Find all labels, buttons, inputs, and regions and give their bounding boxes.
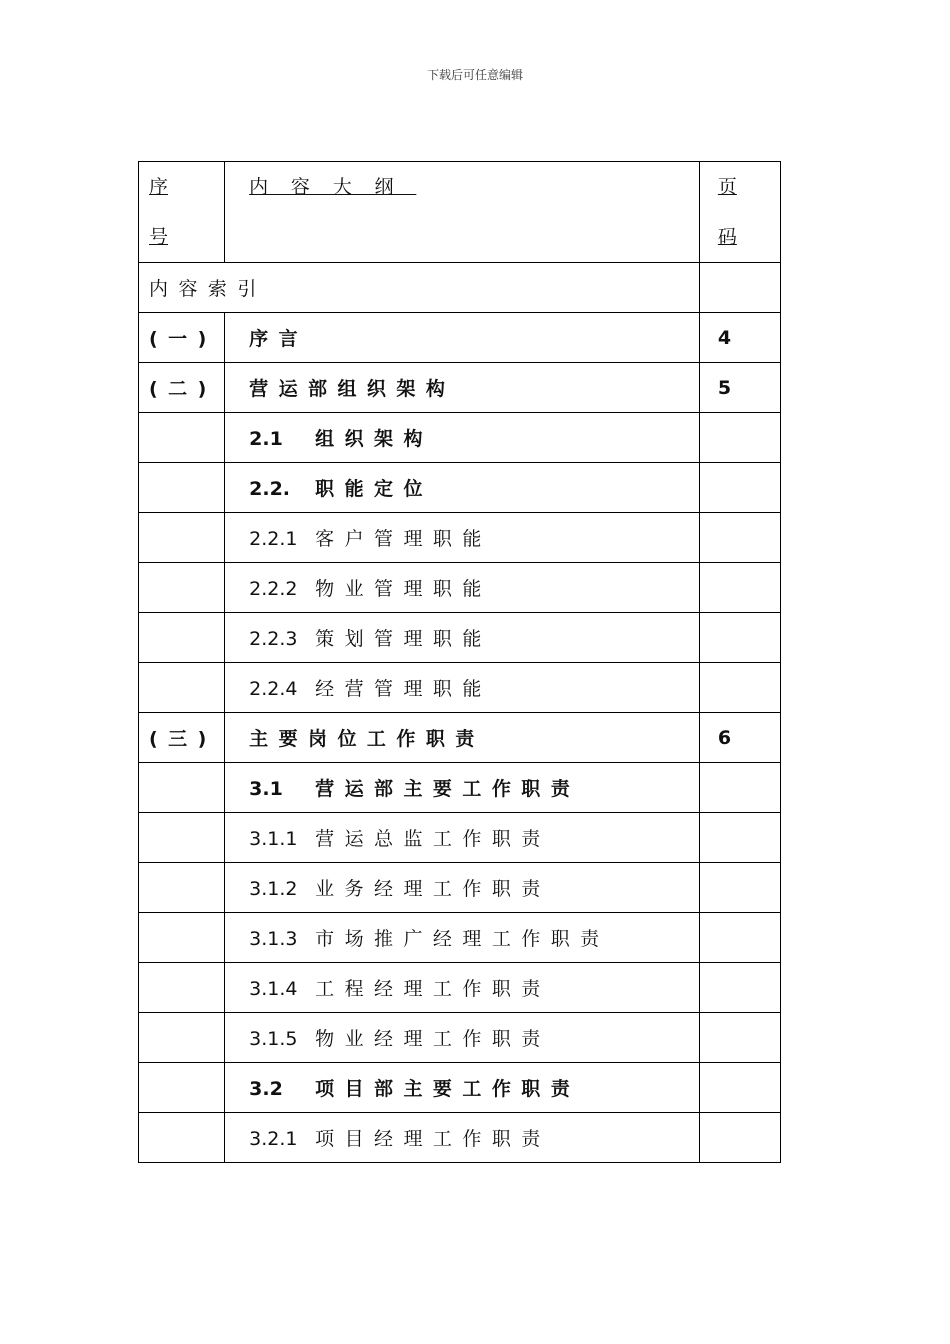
outline-text: 营运总监工作职责	[315, 828, 551, 850]
table-row	[139, 713, 781, 763]
outline-cell	[225, 463, 700, 513]
table-row	[139, 813, 781, 863]
seq-cell	[139, 613, 225, 663]
outline-cell	[225, 1013, 700, 1063]
outline-text: 主要岗位工作职责	[249, 728, 485, 750]
seq-header-line2: 号	[149, 226, 169, 248]
page-cell	[699, 663, 780, 713]
table-row	[139, 763, 781, 813]
outline-text: 市场推广经理工作职责	[315, 928, 610, 950]
page-header-cell	[699, 162, 780, 263]
outline-cell	[225, 763, 700, 813]
table-row	[139, 663, 781, 713]
seq-cell	[139, 513, 225, 563]
outline-text: 营运部组织架构	[249, 378, 456, 400]
section-number: 2.1	[249, 428, 283, 450]
seq-cell: 内容索引	[139, 263, 700, 313]
table-row	[139, 613, 781, 663]
section-number: 3.2.1	[249, 1128, 298, 1150]
outline-cell	[225, 713, 700, 763]
table-row	[139, 913, 781, 963]
page-cell	[699, 563, 780, 613]
section-number: 3.1.2	[249, 878, 298, 900]
outline-text: 营运部主要工作职责	[315, 778, 581, 800]
page-cell	[699, 463, 780, 513]
section-number: 3.2	[249, 1078, 283, 1100]
seq-cell	[139, 963, 225, 1013]
seq-cell	[139, 863, 225, 913]
table-header-row	[139, 162, 781, 263]
page-cell	[699, 1063, 780, 1113]
outline-cell	[225, 313, 700, 363]
outline-text: 策划管理职能	[315, 628, 492, 650]
seq-cell: (一)	[139, 313, 225, 363]
outline-cell	[225, 1063, 700, 1113]
table-row	[139, 563, 781, 613]
page-cell	[699, 813, 780, 863]
seq-cell	[139, 763, 225, 813]
outline-text: 业务经理工作职责	[315, 878, 551, 900]
table-row	[139, 1063, 781, 1113]
seq-cell	[139, 563, 225, 613]
page-header: 下载后可任意编辑	[426, 68, 523, 82]
outline-text: 项目部主要工作职责	[315, 1078, 581, 1100]
section-number: 3.1.4	[249, 978, 298, 1000]
page-cell	[699, 963, 780, 1013]
outline-text: 经营管理职能	[315, 678, 492, 700]
page-cell	[699, 613, 780, 663]
section-number: 3.1	[249, 778, 283, 800]
outline-text: 客户管理职能	[315, 528, 492, 550]
outline-cell	[225, 813, 700, 863]
outline-text: 职能定位	[315, 478, 433, 500]
table-row	[139, 413, 781, 463]
table-row	[139, 313, 781, 363]
outline-cell	[225, 613, 700, 663]
outline-cell	[225, 863, 700, 913]
outline-text: 工程经理工作职责	[315, 978, 551, 1000]
table-row	[139, 463, 781, 513]
page-header-line1: 页	[717, 176, 737, 198]
section-number: 2.2.2	[249, 578, 298, 600]
seq-cell: (二)	[139, 363, 225, 413]
table-row	[139, 1013, 781, 1063]
seq-cell	[139, 663, 225, 713]
seq-header-cell	[139, 162, 225, 263]
outline-cell	[225, 563, 700, 613]
section-number: 3.1.5	[249, 1028, 298, 1050]
outline-header: 内容大纲	[249, 176, 417, 198]
seq-cell	[139, 1063, 225, 1113]
outline-cell	[225, 363, 700, 413]
seq-cell	[139, 813, 225, 863]
outline-cell	[225, 663, 700, 713]
table-row	[139, 513, 781, 563]
section-number: 2.2.1	[249, 528, 298, 550]
table-row	[139, 1113, 781, 1163]
outline-text: 项目经理工作职责	[315, 1128, 551, 1150]
section-number: 3.1.3	[249, 928, 298, 950]
page-cell	[699, 313, 780, 363]
page-cell	[699, 263, 780, 313]
outline-cell	[225, 513, 700, 563]
page-cell	[699, 513, 780, 563]
page-header-line2: 码	[717, 226, 737, 248]
outline-text: 物业经理工作职责	[315, 1028, 551, 1050]
page-cell	[699, 413, 780, 463]
page-number: 4	[717, 326, 732, 349]
outline-text: 组织架构	[315, 428, 433, 450]
contents-table	[138, 161, 781, 1163]
outline-cell	[225, 1113, 700, 1163]
seq-cell	[139, 913, 225, 963]
page-number: 5	[717, 376, 732, 399]
page-cell	[699, 363, 780, 413]
seq-header-line1: 序	[149, 176, 169, 198]
table-row	[139, 863, 781, 913]
section-number: 2.2.4	[249, 678, 298, 700]
outline-cell	[225, 913, 700, 963]
table-row	[139, 963, 781, 1013]
page-cell	[699, 913, 780, 963]
seq-cell	[139, 413, 225, 463]
seq-cell	[139, 463, 225, 513]
outline-cell	[225, 963, 700, 1013]
section-number: 2.2.	[249, 478, 291, 500]
seq-cell	[139, 1013, 225, 1063]
page-cell	[699, 863, 780, 913]
outline-header-cell	[225, 162, 700, 263]
page-cell	[699, 713, 780, 763]
outline-text: 序言	[249, 328, 309, 350]
section-number: 2.2.3	[249, 628, 298, 650]
page-cell	[699, 1113, 780, 1163]
page-cell	[699, 763, 780, 813]
outline-text: 物业管理职能	[315, 578, 492, 600]
page-cell	[699, 1013, 780, 1063]
outline-cell	[225, 413, 700, 463]
seq-cell: (三)	[139, 713, 225, 763]
seq-cell	[139, 1113, 225, 1163]
page-number: 6	[717, 726, 732, 749]
table-row	[139, 263, 781, 313]
table-row	[139, 363, 781, 413]
section-number: 3.1.1	[249, 828, 298, 850]
